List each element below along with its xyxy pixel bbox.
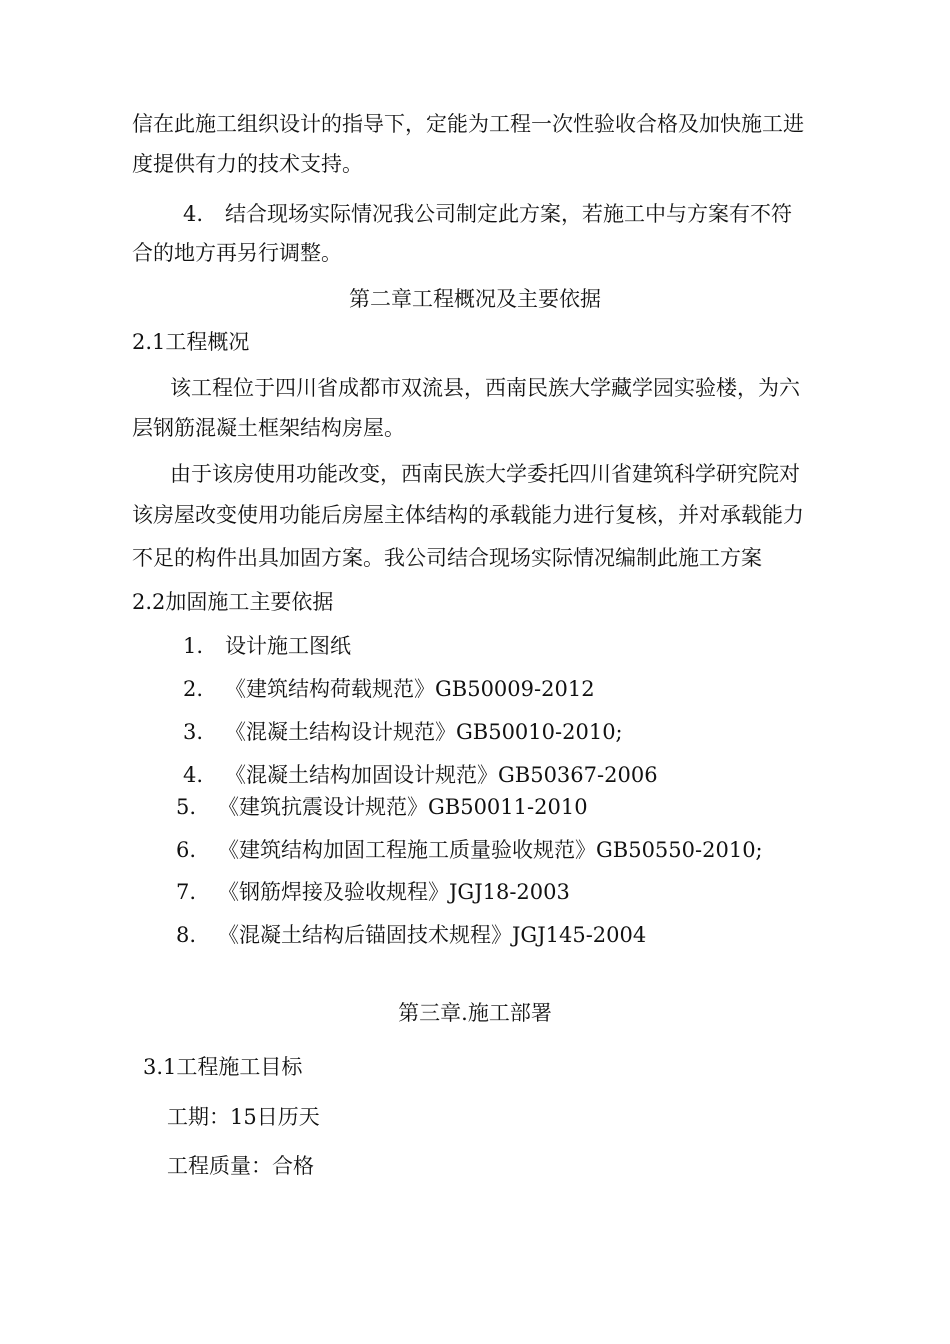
list-text: 《混凝土结构设计规范》GB50010-2010; — [225, 720, 623, 744]
intro-paragraph-line: 信在此施工组织设计的指导下，定能为工程一次性验收合格及加快施工进 — [132, 112, 804, 136]
list-number: 4. — [183, 202, 204, 226]
list-text: 《混凝土结构后锚固技术规程》JGJ145-2004 — [218, 923, 647, 947]
basis-list-item — [183, 765, 658, 786]
intro-item-4-continuation: 合的地方再另行调整。 — [132, 241, 342, 265]
basis-list-item — [176, 797, 588, 818]
list-text: 《建筑抗震设计规范》GB50011-2010 — [218, 795, 588, 819]
list-text: 《建筑结构加固工程施工质量验收规范》GB50550-2010; — [218, 838, 763, 862]
list-text: 《钢筋焊接及验收规程》JGJ18-2003 — [218, 880, 570, 904]
basis-list-item — [176, 840, 763, 861]
intro-paragraph-line: 度提供有力的技术支持。 — [132, 152, 363, 176]
overview-paragraph-line: 该工程位于四川省成都市双流县，西南民族大学藏学园实验楼，为六 — [170, 376, 800, 400]
list-number: 4. — [183, 763, 204, 787]
chapter-3-title: 第三章.施工部署 — [398, 1001, 552, 1025]
reason-paragraph-line: 不足的构件出具加固方案。我公司结合现场实际情况编制此施工方案 — [132, 546, 762, 570]
list-number: 1. — [183, 634, 204, 658]
list-number: 6. — [176, 838, 197, 862]
list-text: 设计施工图纸 — [225, 634, 351, 658]
list-number: 7. — [176, 880, 197, 904]
section-2-2-heading: 2.2加固施工主要依据 — [132, 590, 334, 614]
duration-line: 工期：15日历天 — [167, 1105, 320, 1129]
basis-list-item — [183, 679, 595, 700]
basis-list-item — [176, 925, 646, 946]
basis-list-item — [183, 636, 351, 657]
list-text: 《建筑结构荷载规范》GB50009-2012 — [225, 677, 595, 701]
reason-paragraph-line: 由于该房使用功能改变，西南民族大学委托四川省建筑科学研究院对 — [170, 462, 800, 486]
overview-paragraph-line: 层钢筋混凝土框架结构房屋。 — [132, 416, 405, 440]
list-number: 3. — [183, 720, 204, 744]
section-2-1-heading: 2.1工程概况 — [132, 330, 250, 354]
list-number: 5. — [176, 795, 197, 819]
basis-list-item — [183, 722, 623, 743]
list-text: 结合现场实际情况我公司制定此方案，若施工中与方案有不符 — [225, 202, 792, 226]
chapter-2-title: 第二章工程概况及主要依据 — [349, 287, 601, 311]
list-number: 2. — [183, 677, 204, 701]
reason-paragraph-line: 该房屋改变使用功能后房屋主体结构的承载能力进行复核，并对承载能力 — [132, 503, 804, 527]
quality-line: 工程质量：合格 — [167, 1154, 314, 1178]
intro-item-4 — [183, 204, 792, 225]
basis-list-item — [176, 882, 570, 903]
list-number: 8. — [176, 923, 197, 947]
section-3-1-heading: 3.1工程施工目标 — [143, 1055, 303, 1079]
list-text: 《混凝土结构加固设计规范》GB50367-2006 — [225, 763, 658, 787]
